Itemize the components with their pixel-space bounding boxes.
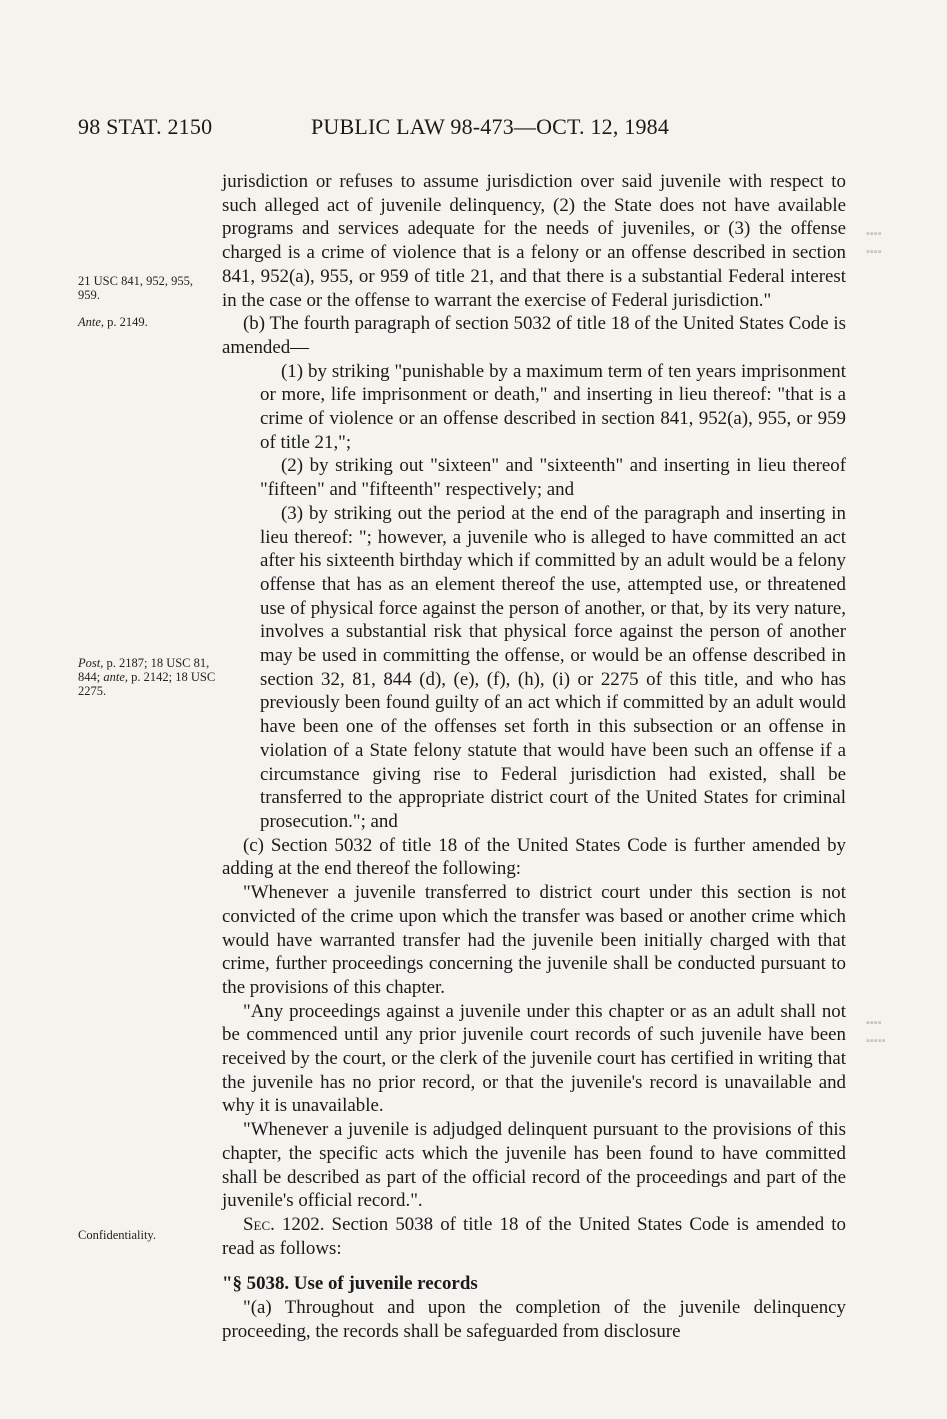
list-item: (1) by striking "punishable by a maximum term of ten years imprisonment or more, life imprisonment or death," and inserting in lieu thereof: "that is a crime of violence or an offense described in section 841, 952(a), 955, or 959 of title 21,"; <box>260 360 846 453</box>
main-text <box>222 170 846 1343</box>
bleed-through-mark: ▪▪▪▪ <box>866 228 882 240</box>
list-item: (3) by striking out the period at the end of the paragraph and inserting in lieu thereof: "; however, a juvenile who is alleged to have committed an act after his sixteenth birthday which if committed by an adult would be a felony offense that has as an element thereof the use, attempted use, or threatened use of physical force against the person of another, or that, by its very nature, involves a substantial risk that physical force against the person of another may be used in committing the offense, or would be an offense described in section 32, 81, 844 (d), (e), (f), (h), (i) or 2275 of this title, and who has previously been found guilty of an act which if committed by an adult would have been one of the offenses set forth in this subsection or an offense in violation of a State felony statute that would have been such an offense if a circumstance giving rise to Federal jurisdiction had existed, shall be transferred to the appropriate district court of the United States for criminal prosecution."; and <box>260 502 846 832</box>
section-paragraph <box>222 1213 846 1260</box>
paragraph: "Whenever a juvenile is adjudged delinquent pursuant to the provisions of this chapter, the specific acts which the juvenile has been found to have committed shall be described as part of the official record of the proceedings and part of the juvenile's official record.". <box>222 1119 846 1212</box>
bleed-through-mark: ▪▪▪▪ <box>866 246 882 258</box>
list-item: (2) by striking out "sixteen" and "sixteenth" and inserting in lieu thereof "fifteen" and "fifteenth" respectively; and <box>260 455 846 501</box>
margin-note-usc: 21 USC 841, 952, 955, 959. <box>78 274 193 302</box>
margin-note-ante-prefix: Ante, <box>78 315 105 329</box>
margin-note-post <box>78 656 218 698</box>
section-abbrev: Sec. <box>243 1213 275 1235</box>
section-heading: "§ 5038. Use of juvenile records <box>222 1273 478 1295</box>
paragraph: "Whenever a juvenile transferred to district court under this section is not convicted of the crime upon which the transfer was based or another crime which would have warranted transfer had the juvenile been initially charged with that crime, further proceedings concerning the juvenile shall be conducted pursuant to the provisions of this chapter. <box>222 882 846 998</box>
bleed-through-mark: ▪▪▪▪▪ <box>866 1035 886 1047</box>
margin-note-post-rest: p. 2187; 18 USC 81, 844; <box>78 656 210 684</box>
paragraph: (c) Section 5032 of title 18 of the United States Code is further amended by adding at the end thereof the following: <box>222 834 846 880</box>
margin-note-post-prefix: Post, <box>78 656 104 670</box>
paragraph: "Any proceedings against a juvenile under this chapter or as an adult shall not be commenced until any prior juvenile court records of such juvenile have been received by the court, or the clerk of the juvenile court has certified in writing that the juvenile has no prior record, or that the juvenile's record is unavailable and why it is unavailable. <box>222 1000 846 1117</box>
page-header <box>78 114 868 146</box>
margin-note-ante-rest: p. 2149. <box>104 315 148 329</box>
paragraph: jurisdiction or refuses to assume jurisdiction over said juvenile with respect to such alleged act of juvenile delinquency, (2) the State does not have available programs and services adequate for the needs of juveniles, or (3) the offense charged is a crime of violence that is a felony or an offense described in section 841, 952(a), 955, or 959 of title 21, and that there is a substantial Federal interest in the case or the offense to warrant the exercise of Federal jurisdiction." <box>222 171 846 311</box>
page-reference: 98 STAT. 2150 <box>78 114 213 139</box>
margin-note-confidentiality: Confidentiality. <box>78 1228 156 1242</box>
paragraph: (b) The fourth paragraph of section 5032 of title 18 of the United States Code is amended— <box>222 313 846 358</box>
margin-note-ante2-prefix: ante, <box>103 670 129 684</box>
margin-note-ante2-rest: p. 2142; 18 USC 2275. <box>78 670 216 698</box>
margin-note-ante <box>78 315 213 329</box>
section-text: 1202. Section 5038 of title 18 of the United States Code is amended to read as follows: <box>222 1213 846 1259</box>
paragraph: "(a) Throughout and upon the completion of the juvenile delinquency proceeding, the records shall be safeguarded from disclosure <box>222 1297 846 1342</box>
page-title: PUBLIC LAW 98-473—OCT. 12, 1984 <box>311 114 670 139</box>
bleed-through-mark: ▪▪▪▪ <box>866 1017 882 1029</box>
